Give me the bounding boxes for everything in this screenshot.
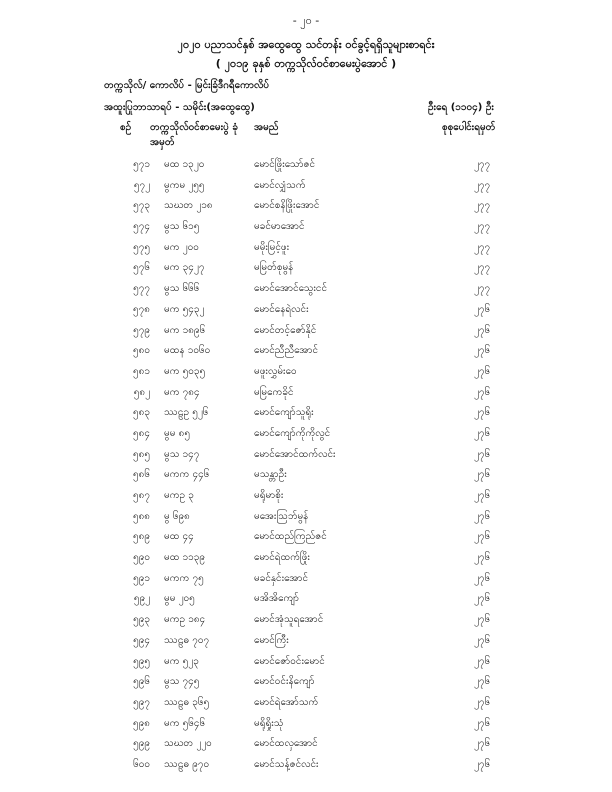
student-name: မောင်ကြီး: [254, 634, 289, 646]
total-mark: ၂၇၆: [474, 717, 491, 729]
row-number: ၅၇၄: [133, 221, 150, 233]
roll-number: မက ၁၈၉၆: [164, 324, 206, 336]
total-mark: ၂၇၇: [474, 262, 491, 274]
student-name: မောင်ဖြိုးသော်ဇင်: [254, 159, 316, 170]
row-number: ၅၈၀: [133, 345, 150, 357]
specialization-line: အထူးပြုဘာသာရပ် - သမိုင်း(အထွေထွေ): [104, 102, 255, 113]
roll-number: မထန ၁၀၆၀: [164, 345, 211, 357]
row-number: ၅၉၀: [133, 552, 150, 564]
row-number: ၅၇၆: [133, 262, 150, 274]
table-row: [0, 278, 612, 299]
student-name: မောင်နေရဲလင်း: [254, 303, 309, 315]
row-number: ၅၉၁: [133, 572, 150, 584]
roll-number: မက ၅၄၃၂: [164, 303, 205, 315]
row-number: ၅၉၆: [133, 676, 150, 688]
row-number: ၅၇၁: [133, 159, 150, 170]
total-mark: ၂၇၇: [474, 283, 491, 295]
roll-number: မက ၅၂၃: [164, 655, 199, 667]
roll-number: သဃတ ၂၂၀: [164, 738, 212, 750]
row-number: ၅၉၄: [133, 634, 150, 646]
student-name: မခင်မာအောင်: [254, 221, 305, 233]
table-row: [0, 175, 612, 196]
table-row: [0, 402, 612, 423]
student-name: မောင်လျှံသက်: [254, 179, 306, 191]
total-mark: ၂၇၆: [474, 490, 491, 501]
roll-number: မွသ ၇၄၅: [164, 676, 200, 688]
student-name: မဖူးလွှမ်းဝေ: [254, 365, 297, 377]
table-row: [0, 299, 612, 320]
roll-number: မကက ၄၄၆: [164, 469, 210, 481]
total-mark: ၂၇၆: [474, 614, 491, 626]
table-row: [0, 547, 612, 568]
table-row: [0, 485, 612, 506]
row-number: ၅၉၇: [133, 696, 150, 708]
roll-number: ဿဠဓ ၉၇၀: [164, 758, 210, 770]
total-mark: ၂၇၇: [474, 179, 491, 191]
total-mark: ၂၇၆: [474, 758, 491, 770]
total-mark: ၂၇၆: [474, 407, 491, 419]
total-mark: ၂၇၇: [474, 200, 491, 212]
roll-number: မွမ ၈၅: [164, 427, 190, 439]
column-header-no: စဉ်: [120, 122, 132, 133]
roll-number: ဿဠဓ ၃၆၅: [164, 696, 210, 708]
table-row: [0, 444, 612, 465]
student-name: မောင်သန့်ဇင်လင်း: [254, 758, 319, 770]
roll-number: မွ ၆၉၈: [164, 510, 190, 522]
table-row: [0, 257, 612, 278]
roll-number: မကက ၇၅: [164, 572, 204, 584]
page-number: - ၂၀ -: [292, 14, 320, 27]
student-name: မောင်စနိဖြိုးအောင်: [254, 200, 320, 212]
table-row: [0, 154, 612, 175]
total-mark: ၂၇၆: [474, 365, 491, 377]
document-title: ၂၀၂၀ ပညာသင်နှစ် အထွေထွေ သင်တန်း ဝင်ခွင့်ရရှိသူများစာရင်း: [177, 38, 435, 51]
total-mark: ၂၇၇: [474, 159, 491, 170]
total-mark: ၂၇၆: [474, 531, 491, 543]
roll-number: ဿဠဓ ၇၀၇: [164, 634, 210, 646]
row-number: ၅၈၆: [133, 469, 150, 481]
row-number: ၅၈၁: [133, 365, 150, 377]
student-name: မောင်ကျော်ကိုကိုလွင်: [254, 427, 331, 439]
row-number: ၅၈၃: [133, 407, 150, 419]
table-row: [0, 382, 612, 403]
min-mark-line: ဦးရေ (၁၁၀၄) ဦး: [428, 102, 494, 113]
table-row: [0, 361, 612, 382]
total-mark: ၂၇၆: [474, 469, 491, 481]
student-name: မောင်ဇော်ဝင်းမောင်: [254, 655, 325, 667]
student-name: မောင်ထည်ကြည်ဇင်: [254, 531, 327, 543]
table-row: [0, 506, 612, 527]
row-number: ၅၇၃: [133, 200, 150, 212]
row-number: ၅၇၈: [133, 303, 150, 315]
row-number: ၅၈၄: [133, 427, 150, 439]
roll-number: ဿဠဥ ၅၂၆: [164, 407, 209, 419]
student-name: မရိုမာစိုး: [254, 490, 284, 501]
student-name: မောင်အောင်ထက်လင်း: [254, 448, 336, 460]
row-number: ၅၈၂: [133, 386, 150, 398]
row-number: ၅၈၈: [132, 510, 150, 522]
student-name: မအိအိကျော်: [254, 593, 299, 605]
student-name: မောင်အုံသူရအောင်: [254, 614, 324, 626]
student-name: မောင်ဝင်းနိကျော်: [254, 676, 315, 688]
student-name: မောင်ရဲထက်ဖြိုး: [254, 552, 310, 564]
roll-number: မွသ ၁၄၇: [164, 448, 200, 460]
document-subtitle: ( ၂၀၁၉ ခုနှစ် တက္ကသိုလ်ဝင်စာမေးပွဲအောင် ): [215, 57, 397, 70]
roll-number: မထ ၁၃၂၀: [164, 159, 205, 170]
student-name: မမြတ်စုမွန်: [254, 262, 294, 274]
total-mark: ၂၇၇: [474, 221, 491, 233]
university-line: တက္ကသိုလ်/ ကောလိပ် - မြင်းခြံဒီဂရီကောလိပ်: [104, 80, 270, 91]
student-name: မောင်ညီညီအောင်: [254, 345, 319, 357]
student-name: မောင်တင့်ဇော်နိုင်: [254, 324, 317, 336]
roll-number: မကဥ ၁၈၄: [164, 614, 206, 626]
table-row: [0, 692, 612, 713]
roll-number: မထ ၁၁၃၉: [164, 552, 206, 564]
table-row: [0, 588, 612, 609]
roll-number: မွသ ၆၁၅: [164, 221, 200, 233]
row-number: ၅၉၃: [133, 614, 150, 626]
table-row: [0, 320, 612, 341]
row-number: ၅၈၅: [133, 448, 150, 460]
student-list: [0, 154, 612, 775]
roll-number: မွမ ၂၀၅: [164, 593, 195, 605]
row-number: ၅၉၅: [133, 655, 150, 667]
total-mark: ၂၇၆: [474, 427, 491, 439]
student-name: မသန္တာဦး: [254, 469, 287, 481]
row-number: ၅၇၅: [133, 241, 150, 253]
total-mark: ၂၇၆: [474, 655, 491, 667]
roll-number: မက ၅၆၄၆: [164, 717, 206, 729]
student-name: မမြကေခိုင်: [254, 386, 294, 398]
total-mark: ၂၇၆: [474, 572, 491, 584]
roll-number: မက ၅၀၃၅: [164, 365, 206, 377]
total-mark: ၂၇၇: [474, 241, 491, 253]
column-header-name: အမည်: [254, 122, 279, 133]
total-mark: ၂၇၆: [474, 676, 491, 688]
student-name: မအေးသြဘ်မွန်: [254, 510, 309, 522]
total-mark: ၂၇၆: [474, 510, 491, 522]
roll-number: မက ၂၀၀: [164, 241, 199, 253]
total-mark: ၂၇၆: [474, 696, 491, 708]
total-mark: ၂၇၆: [474, 345, 491, 357]
total-mark: ၂၇၆: [474, 593, 491, 605]
row-number: ၅၈၉: [133, 531, 150, 543]
total-mark: ၂၇၆: [474, 324, 491, 336]
table-row: [0, 237, 612, 258]
row-number: ၅၇၉: [133, 324, 150, 336]
row-number: ၅၉၂: [133, 593, 150, 605]
table-row: [0, 526, 612, 547]
total-mark: ၂၇၆: [474, 738, 491, 750]
table-row: [0, 754, 612, 775]
table-row: [0, 216, 612, 237]
roll-number: မွသ ၆၆၆: [164, 283, 200, 295]
student-name: မောင်အောင်သွေးငင်: [254, 283, 328, 295]
total-mark: ၂၇၆: [474, 386, 491, 398]
table-row: [0, 423, 612, 444]
table-row: [0, 671, 612, 692]
row-number: ၅၉၉: [133, 738, 150, 750]
student-name: မရိုရှိုးသုံ: [254, 717, 284, 729]
student-name: မောင်ထလှအောင်: [254, 738, 318, 750]
roll-number: သဃတ ၂၁၈: [164, 200, 213, 212]
student-name: မောင်ရဲအော်သက်: [254, 696, 319, 708]
roll-number: မက ၃၄၂၇: [164, 262, 205, 274]
table-row: [0, 630, 612, 651]
total-mark: ၂၇၆: [474, 448, 491, 460]
row-number: ၅၇၇: [133, 283, 150, 295]
total-mark: ၂၇၆: [474, 634, 491, 646]
student-name: မောင်ကျော်သူရိုး: [254, 407, 314, 419]
table-row: [0, 464, 612, 485]
table-row: [0, 568, 612, 589]
roll-number: မွကမ ၂၅၅: [164, 179, 205, 191]
table-row: [0, 340, 612, 361]
table-row: [0, 651, 612, 672]
table-row: [0, 713, 612, 734]
table-row: [0, 609, 612, 630]
row-number: ၅၇၂: [133, 179, 150, 191]
student-name: မခင်နှင်းအောင်: [254, 572, 309, 584]
total-mark: ၂၇၆: [474, 303, 491, 315]
row-number: ၅၈၇: [133, 490, 150, 501]
total-mark: ၂၇၆: [474, 552, 491, 564]
roll-number: မကဥ ၃: [164, 490, 194, 501]
column-header-mark: စုစုပေါင်းရမှတ်: [442, 122, 496, 133]
roll-number: မက ၇၈၄: [164, 386, 200, 398]
table-row: [0, 733, 612, 754]
row-number: ၆၀၀: [133, 758, 150, 770]
row-number: ၅၉၈: [133, 717, 150, 729]
student-name: မမိုးမြင့်ဖူး: [254, 241, 290, 253]
roll-number: မထ ၄၄: [164, 531, 194, 543]
column-header-roll: တက္ကသိုလ်ဝင်စာမေးပွဲ ခုံအမှတ်: [150, 122, 238, 148]
table-row: [0, 195, 612, 216]
